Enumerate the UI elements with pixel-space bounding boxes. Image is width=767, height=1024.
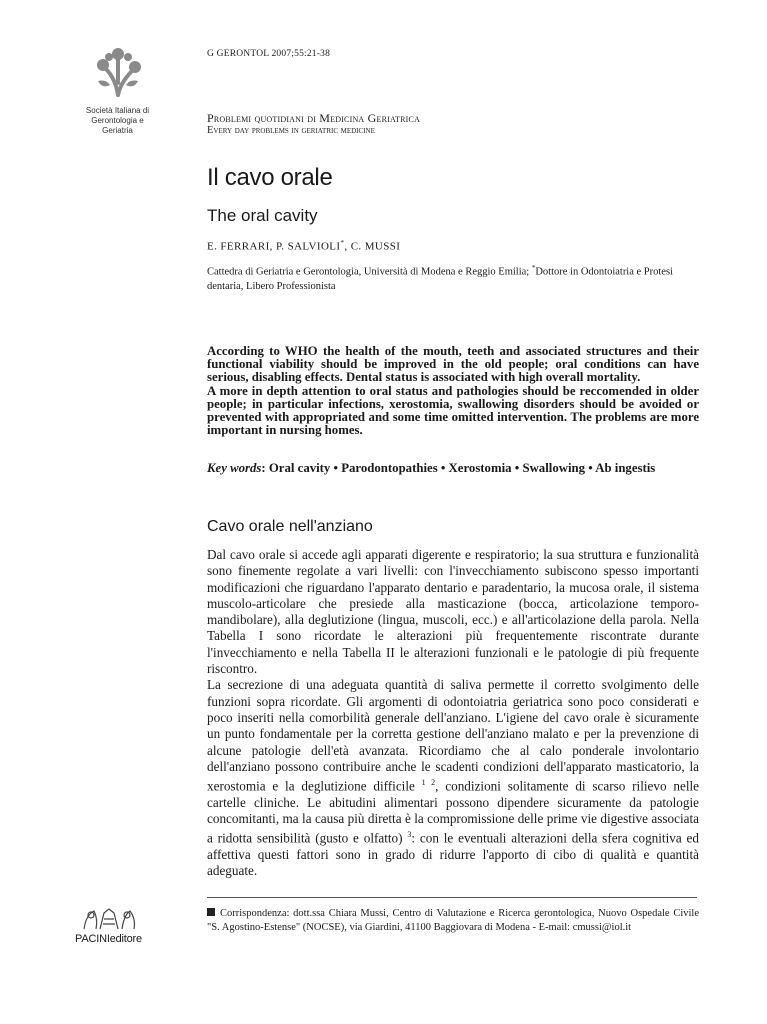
section-subtitle: Every day problems in geriatric medicine	[207, 125, 375, 136]
society-emblem-icon	[88, 45, 148, 100]
body-text	[207, 547, 699, 880]
bullet-square-icon	[207, 908, 215, 916]
section-title: Problemi quotidiani di Medicina Geriatrica	[207, 111, 421, 125]
society-name: Società Italiana di Gerontologia e Geriatria	[85, 106, 150, 135]
publisher-name: PACINIeditore	[75, 933, 142, 945]
body-paragraph: Dal cavo orale si accede agli apparati digerente e respiratorio; la sua struttura e funzionalità sono finemente regolate a vari livelli: con l'invecchiamento subiscono spesso importanti modificazioni che riguardano l'apparato dentario e paradentario, la mucosa orale, il sistema muscolo-articolare che presiede alla masticazione (bocca, articolazione temporo-mandibolare), alla deglutizione (lingua, muscoli, ecc.) e all'articolazione della parola. Nella Tabella I sono ricordate le alterazioni più frequentemente riscontrate durante l'invecchiamento e nella Tabella II le alterazioni funzionali e le patologie di più frequente riscontro.	[207, 547, 699, 677]
section-heading: Cavo orale nell'anziano	[207, 518, 373, 535]
article-title: Il cavo orale	[207, 164, 333, 191]
abstract-paragraph: According to WHO the health of the mouth, teeth and associated structures and their functional viability should be improved in the old people; oral conditions can have serious, disabling effects. Dental status is associated with high overall mortality.	[207, 344, 699, 385]
keywords: Key words: Oral cavity • Parodontopathies • Xerostomia • Swallowing • Ab ingestis	[207, 461, 656, 475]
correspondence: Corrispondenza: dott.ssa Chiara Mussi, Centro di Valutazione e Ricerca gerontologica, Nuovo Ospedale Civile "S. Agostino-Estense" (NOCSE), via Giardini, 41100 Baggiovara di Modena - E-mail: cmussi@iol.it	[207, 908, 699, 933]
society-logo	[70, 45, 165, 136]
publisher-logo	[66, 905, 151, 945]
publisher-emblem-icon	[74, 905, 144, 931]
affiliation: Cattedra di Geriatria e Gerontologia, Università di Modena e Reggio Emilia; *Dottore in Odontoiatria e Protesi dentaria, Libero Professionista	[207, 264, 673, 292]
article-subtitle: The oral cavity	[207, 206, 318, 225]
abstract-paragraph: A more in depth attention to oral status and pathologies should be reccomended in older people; in particular infections, xerostomia, swallowing disorders should be avoided or prevented with appropriated and some time omitted intervention. The problems are more important in nursing homes.	[207, 383, 699, 438]
body-paragraph: La secrezione di una adeguata quantità di saliva permette il corretto svolgimento delle funzioni sopra ricordate. Gli argomenti di odontoiatria geriatrica sono poco considerati e poco inseriti nella comorbilità generale dell'anziano. L'igiene del cavo orale è sicuramente un punto fondamentale per la corretta gestione dell'anziano malato e per la prevenzione di alcune patologie dell'età avanzata. Ricordiamo che al calo ponderale involontario dell'anziano possono contribuire anche le scadenti condizioni dell'apparato masticatorio, la xerostomia e la deglutizione difficile $^{1 2}$, condizioni solitamente di scarso rilievo nelle cartelle cliniche. Le abitudini alimentari possono dipendere sicuramente da patologie concomitanti, ma la causa più diretta è la compromissione delle prime vie digestive associata a ridotta sensibilità (gusto e olfatto) $^3$: con le eventuali alterazioni della sfera cognitiva ed affettiva questi fattori sono in grado di ridurre l'apporto di cibo di qualità e quantità adeguate.	[207, 677, 699, 879]
journal-reference: G GERONTOL 2007;55:21-38	[207, 49, 331, 59]
abstract	[207, 345, 699, 437]
footnote-divider	[207, 897, 697, 898]
authors: E. FERRARI, P. SALVIOLI*, C. MUSSI	[207, 239, 401, 253]
